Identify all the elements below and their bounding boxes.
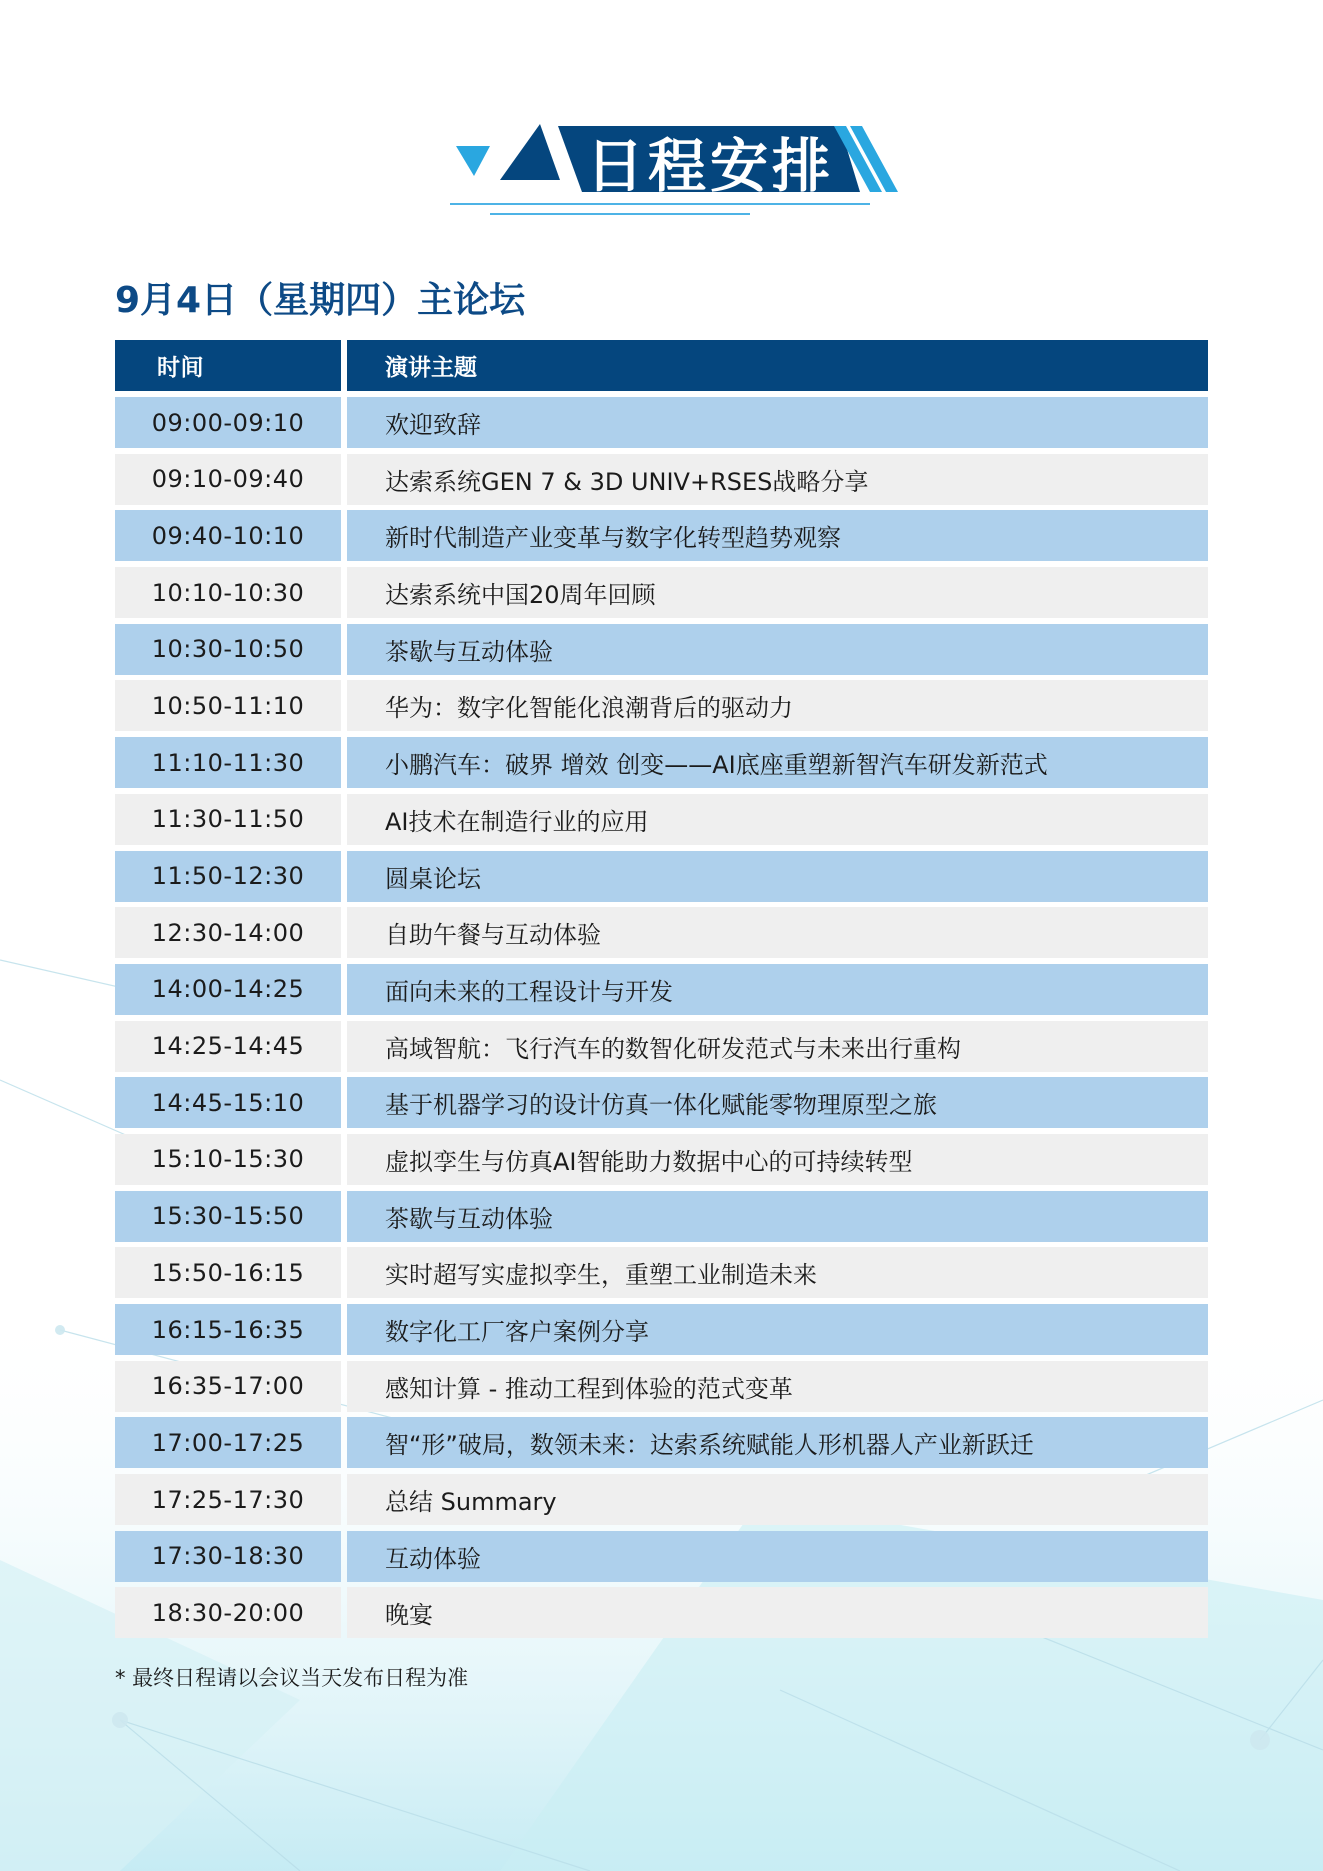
row-topic: 欢迎致辞 — [347, 397, 1208, 448]
table-row — [115, 567, 1208, 618]
row-topic: 感知计算 - 推动工程到体验的范式变革 — [347, 1361, 1208, 1412]
row-time: 15:10-15:30 — [115, 1134, 341, 1185]
row-topic: 自助午餐与互动体验 — [347, 907, 1208, 958]
row-time: 18:30-20:00 — [115, 1587, 341, 1638]
table-row — [115, 794, 1208, 845]
row-time: 09:10-09:40 — [115, 454, 341, 505]
table-row — [115, 1247, 1208, 1298]
header-time: 时间 — [115, 340, 341, 391]
row-time: 15:30-15:50 — [115, 1191, 341, 1242]
row-time: 16:15-16:35 — [115, 1304, 341, 1355]
row-topic: 华为：数字化智能化浪潮背后的驱动力 — [347, 680, 1208, 731]
row-time: 17:30-18:30 — [115, 1531, 341, 1582]
table-row — [115, 1077, 1208, 1128]
table-row — [115, 624, 1208, 675]
table-body — [115, 397, 1208, 1638]
row-topic: 晚宴 — [347, 1587, 1208, 1638]
row-time: 17:25-17:30 — [115, 1474, 341, 1525]
table-row — [115, 397, 1208, 448]
table-row — [115, 1587, 1208, 1638]
row-topic: 智“形”破局，数领未来：达索系统赋能人形机器人产业新跃迁 — [347, 1417, 1208, 1468]
row-topic: 高域智航：飞行汽车的数智化研发范式与未来出行重构 — [347, 1021, 1208, 1072]
row-time: 14:25-14:45 — [115, 1021, 341, 1072]
row-topic: 圆桌论坛 — [347, 851, 1208, 902]
table-row — [115, 1134, 1208, 1185]
footnote: * 最终日程请以会议当天发布日程为准 — [115, 1666, 469, 1690]
table-row — [115, 907, 1208, 958]
row-topic: 小鹏汽车：破界 增效 创变——AI底座重塑新智汽车研发新范式 — [347, 737, 1208, 788]
row-topic: 茶歇与互动体验 — [347, 624, 1208, 675]
table-row — [115, 1021, 1208, 1072]
table-row — [115, 737, 1208, 788]
table-row — [115, 1191, 1208, 1242]
row-topic: 互动体验 — [347, 1531, 1208, 1582]
row-topic: 虚拟孪生与仿真AI智能助力数据中心的可持续转型 — [347, 1134, 1208, 1185]
row-topic: 达索系统中国20周年回顾 — [347, 567, 1208, 618]
row-topic: 数字化工厂客户案例分享 — [347, 1304, 1208, 1355]
table-header-row — [115, 340, 1208, 391]
table-row — [115, 851, 1208, 902]
row-time: 14:00-14:25 — [115, 964, 341, 1015]
header-topic: 演讲主题 — [347, 340, 1208, 391]
row-time: 11:30-11:50 — [115, 794, 341, 845]
table-row — [115, 964, 1208, 1015]
row-topic: 新时代制造产业变革与数字化转型趋势观察 — [347, 510, 1208, 561]
row-topic: 达索系统GEN 7 & 3D UNIV+RSES战略分享 — [347, 454, 1208, 505]
table-row — [115, 1361, 1208, 1412]
row-time: 09:00-09:10 — [115, 397, 341, 448]
row-time: 12:30-14:00 — [115, 907, 341, 958]
table-row — [115, 1304, 1208, 1355]
row-time: 10:30-10:50 — [115, 624, 341, 675]
banner-title: 日程安排 — [585, 132, 834, 200]
table-row — [115, 1531, 1208, 1582]
row-time: 11:10-11:30 — [115, 737, 341, 788]
table-row — [115, 1417, 1208, 1468]
row-time: 09:40-10:10 — [115, 510, 341, 561]
row-time: 10:10-10:30 — [115, 567, 341, 618]
row-topic: 总结 Summary — [347, 1474, 1208, 1525]
row-topic: 基于机器学习的设计仿真一体化赋能零物理原型之旅 — [347, 1077, 1208, 1128]
row-topic: 实时超写实虚拟孪生，重塑工业制造未来 — [347, 1247, 1208, 1298]
table-row — [115, 510, 1208, 561]
row-topic: 茶歇与互动体验 — [347, 1191, 1208, 1242]
row-time: 15:50-16:15 — [115, 1247, 341, 1298]
row-time: 16:35-17:00 — [115, 1361, 341, 1412]
row-time: 10:50-11:10 — [115, 680, 341, 731]
table-row — [115, 1474, 1208, 1525]
row-time: 11:50-12:30 — [115, 851, 341, 902]
row-topic: 面向未来的工程设计与开发 — [347, 964, 1208, 1015]
table-row — [115, 680, 1208, 731]
section-title: 9月4日（星期四）主论坛 — [115, 280, 526, 321]
title-banner — [450, 118, 910, 228]
row-time: 14:45-15:10 — [115, 1077, 341, 1128]
table-row — [115, 454, 1208, 505]
row-topic: AI技术在制造行业的应用 — [347, 794, 1208, 845]
row-time: 17:00-17:25 — [115, 1417, 341, 1468]
schedule-table — [115, 340, 1208, 1644]
